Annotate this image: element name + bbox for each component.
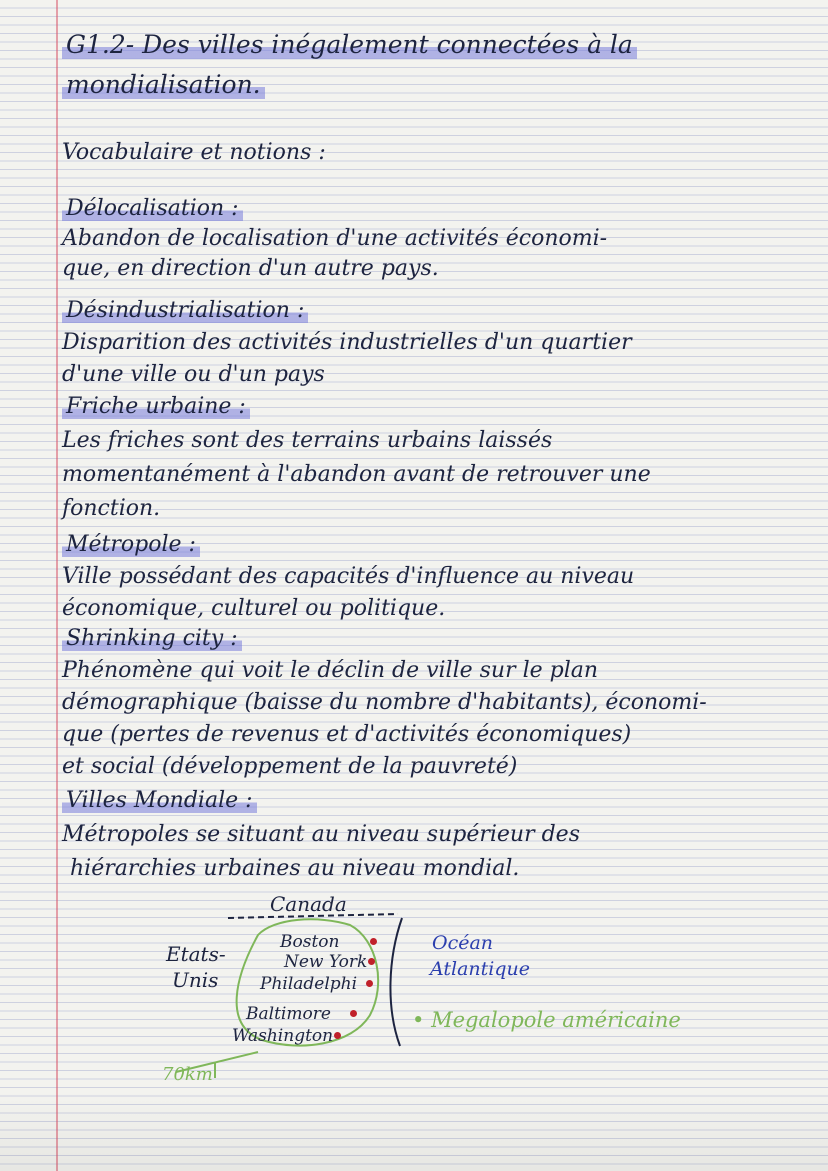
definition-line: Disparition des activités industrielles d'un quartier bbox=[62, 330, 632, 355]
city-dot bbox=[368, 958, 375, 965]
section-heading: Vocabulaire et notions : bbox=[62, 140, 326, 165]
term-friche-urbaine: Friche urbaine : bbox=[62, 394, 250, 419]
label-etats: Etats- bbox=[166, 942, 226, 966]
definition-line: et social (développement de la pauvreté) bbox=[62, 754, 518, 779]
term-desindustrialisation: Désindustrialisation : bbox=[62, 298, 308, 323]
definition-line: Ville possédant des capacités d'influence au niveau bbox=[62, 564, 635, 589]
page-shadow bbox=[0, 1091, 828, 1171]
definition-line: Phénomène qui voit le déclin de ville sur le plan bbox=[62, 658, 599, 683]
label-distance: 70km bbox=[162, 1064, 213, 1085]
city-dot bbox=[366, 980, 373, 987]
city-baltimore: Baltimore bbox=[246, 1004, 331, 1024]
label-atlantique: Atlantique bbox=[430, 958, 531, 980]
term-villes-mondiale: Villes Mondiale : bbox=[62, 788, 257, 813]
label-unis: Unis bbox=[172, 968, 219, 992]
city-washington: Washington bbox=[232, 1026, 334, 1046]
definition-line: que (pertes de revenus et d'activités économiques) bbox=[62, 722, 632, 747]
definition-line: Les friches sont des terrains urbains laissés bbox=[62, 428, 553, 453]
term-delocalisation: Délocalisation : bbox=[62, 196, 243, 221]
term-metropole: Métropole : bbox=[62, 532, 200, 557]
definition-line: momentanément à l'abandon avant de retrouver une bbox=[62, 462, 651, 487]
city-dot bbox=[370, 938, 377, 945]
page-title: G1.2- Des villes inégalement connectées à la bbox=[62, 30, 637, 59]
definition-line: hiérarchies urbaines au niveau mondial. bbox=[70, 856, 520, 881]
city-dot bbox=[350, 1010, 357, 1017]
city-philadelphia: Philadelphi bbox=[260, 974, 358, 994]
definition-line: que, en direction d'un autre pays. bbox=[62, 256, 439, 281]
definition-line: fonction. bbox=[62, 496, 161, 521]
city-new-york: New York bbox=[284, 952, 368, 972]
label-megalopole: • Megalopole américaine bbox=[412, 1008, 681, 1032]
definition-line: Métropoles se situant au niveau supérieur des bbox=[62, 822, 580, 847]
term-shrinking-city: Shrinking city : bbox=[62, 626, 242, 651]
label-canada: Canada bbox=[270, 892, 347, 916]
definition-line: démographique (baisse du nombre d'habitants), économi- bbox=[62, 690, 707, 715]
definition-line: Abandon de localisation d'une activités économi- bbox=[62, 226, 608, 251]
definition-line: d'une ville ou d'un pays bbox=[62, 362, 325, 387]
city-dot bbox=[334, 1032, 341, 1039]
page-title-continued: mondialisation. bbox=[62, 70, 265, 99]
city-boston: Boston bbox=[280, 932, 340, 952]
definition-line: économique, culturel ou politique. bbox=[62, 596, 446, 621]
label-ocean: Océan bbox=[432, 932, 494, 954]
coastline bbox=[390, 918, 402, 1046]
